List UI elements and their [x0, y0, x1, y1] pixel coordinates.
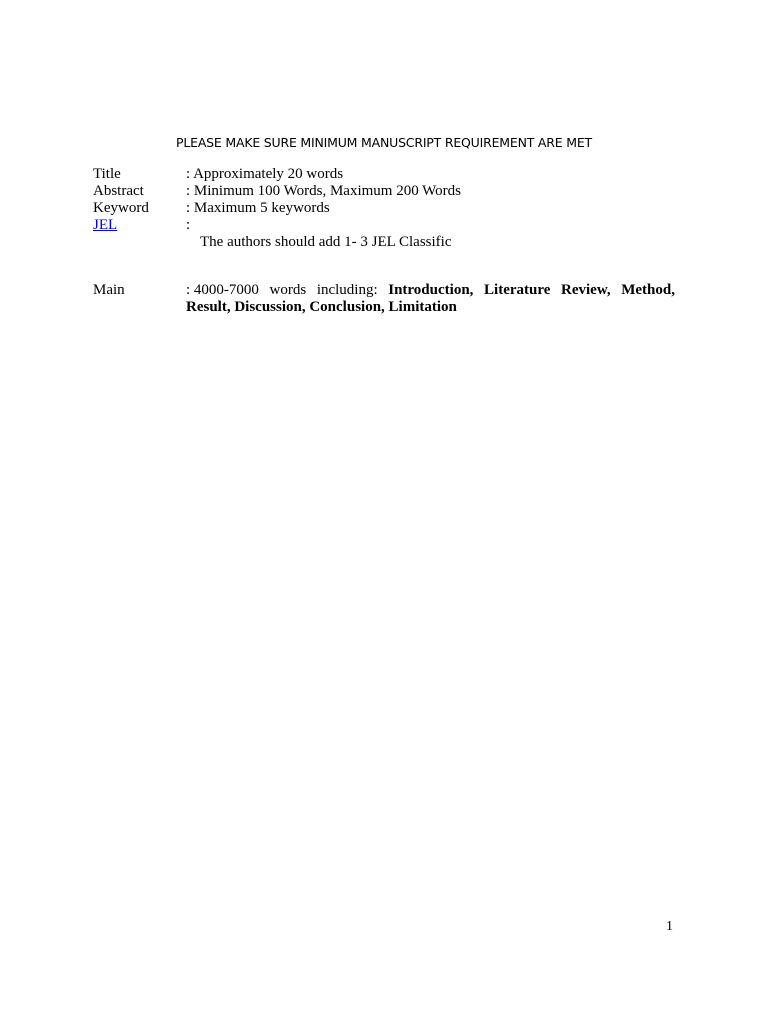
page-heading: PLEASE MAKE SURE MINIMUM MANUSCRIPT REQUIREMENT ARE MET [176, 135, 592, 150]
row-value-jel: : [186, 217, 191, 233]
main-line-2: Result, Discussion, Conclusion, Limitation [186, 299, 457, 315]
main-word: : 4000-7000 [186, 282, 259, 298]
jel-link[interactable]: JEL [93, 217, 118, 233]
row-label-abstract: Abstract [93, 183, 144, 199]
row-value-abstract: : Minimum 100 Words, Maximum 200 Words [186, 183, 461, 199]
page-number: 1 [666, 919, 673, 934]
row-value-keyword: : Maximum 5 keywords [186, 200, 330, 216]
main-label: Main [93, 282, 125, 298]
main-section-word: Literature [484, 282, 551, 298]
main-section-word: Method, [621, 282, 675, 298]
main-section-word: Introduction, [388, 282, 474, 298]
main-section-word: Review, [561, 282, 611, 298]
jel-note: The authors should add 1- 3 JEL Classific [200, 234, 452, 250]
main-description [186, 282, 675, 316]
row-value-title: : Approximately 20 words [186, 166, 344, 182]
row-label-title: Title [93, 166, 121, 182]
main-line-1 [186, 282, 675, 299]
main-word: words [269, 282, 307, 298]
row-label-keyword: Keyword [93, 200, 149, 216]
main-word: including: [316, 282, 378, 298]
